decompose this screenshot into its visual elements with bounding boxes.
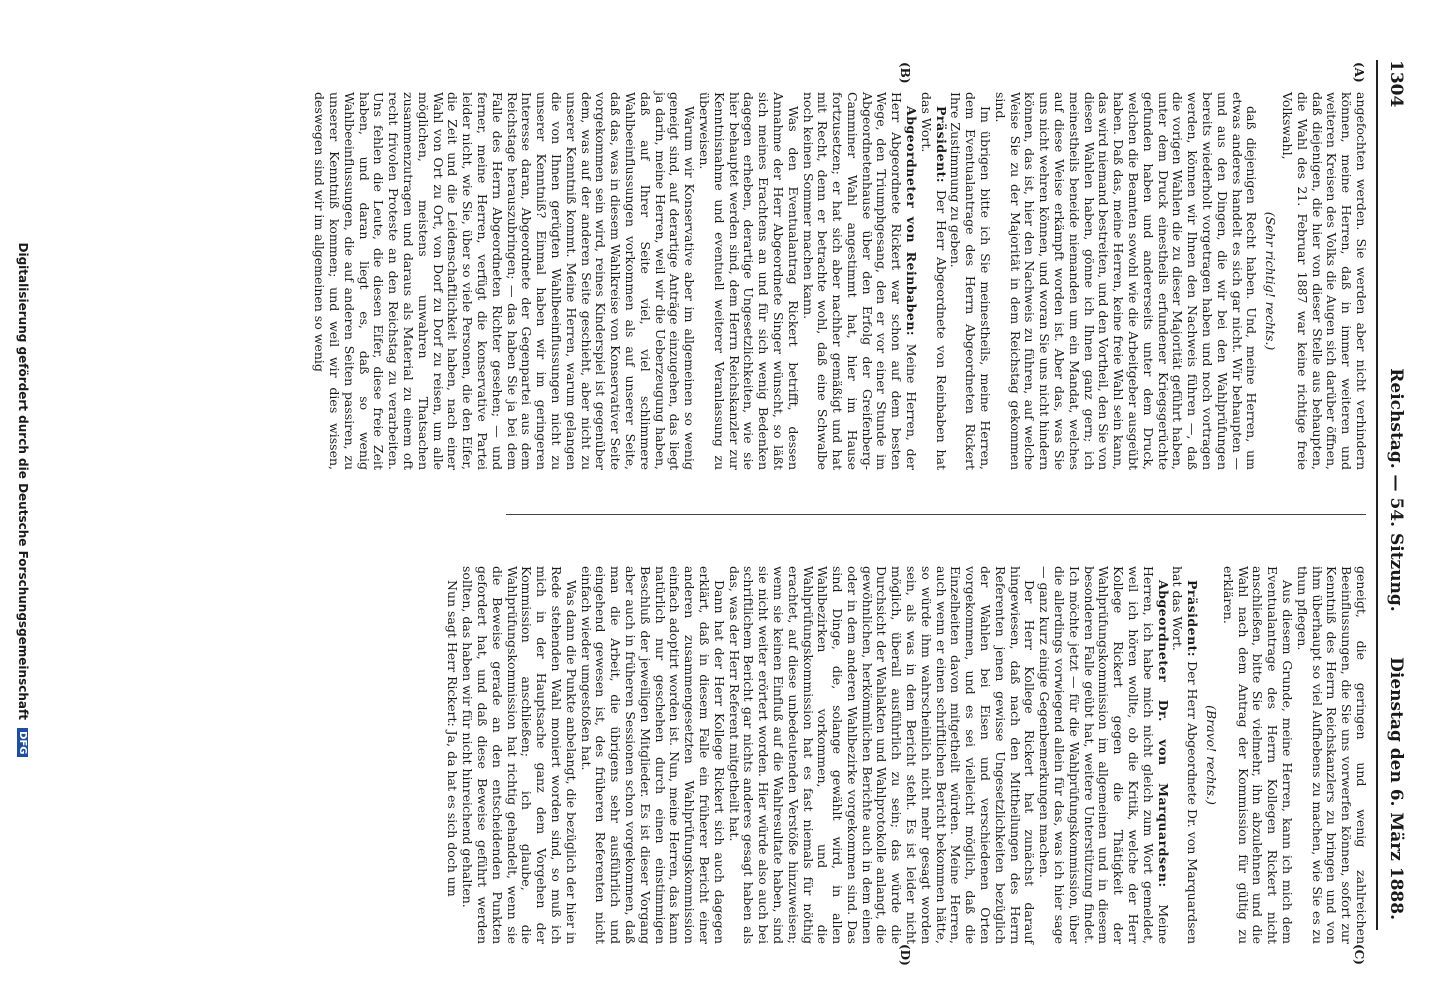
margin-mark-b: (B)	[898, 62, 912, 84]
margin-mark-d: (D)	[898, 944, 912, 966]
margin-mark-c: (C)	[1352, 944, 1366, 965]
header-rule	[1376, 60, 1378, 930]
paragraph: daß diejenigen Recht haben. Und, meine Herren, um etwas anderes handelt es sich gar nicht. Wir behaupten — und aus den Dingen, die wir bei den Wahlprüfungen bereits wiederholt vorgetragen haben und noch vortragen werden, können wir Ihnen den Nachweis führen —, daß die vorigen Wahlen die zu dieser Majorität geführt haben, unter dem Druck einestheils erfundener Kriegsgerüchte gefunden haben und andererseits unter dem Druck, welchen die Beamten sowohl wie die Arbeitgeber ausgeübt haben. Daß das, meine Herren, keine freie Wahl sein kann, das wird niemand bestreiten, und den Vortheil, den Sie von diesen Wahlen haben, gönne ich Ihnen ganz gern; ich meinestheils beneide niemanden um ein Mandat, welches auf diese Weise erkämpft worden ist. Aber das, was Sie uns nicht wehren können, und woran Sie uns nicht hindern können, das ist, hier den Nachweis zu führen, auf welche Weise Sie zu der Majorität in dem Reichstag gekommen sind.	[992, 92, 1260, 470]
speaker-label: Präsident:	[933, 106, 949, 184]
president-remark	[918, 92, 948, 470]
session-date: Dienstag den 6. März 1888.	[1386, 657, 1406, 920]
paragraph: Was dann die Punkte anbelangt, die bezüglich der hier in Rede stehenden Wahl moniert worden sind, so muß ich mich in der Hauptsache ganz dem Vorgehen der Kommission anschließen; ich glaube, die Wahlprüfungskommission hat richtig gehandelt, wenn sie die Beweise gerade an den entscheidenden Punkten gefordert hat, und daß diese Beweise geführt werden sollten, das haben wir für nicht hinreichend gehalten.	[460, 566, 579, 944]
right-column	[445, 566, 1369, 944]
page-header	[1380, 60, 1406, 920]
session-title: Reichstag. — 54. Sitzung.	[1386, 368, 1406, 612]
page-number: 1304	[1386, 60, 1406, 108]
paragraph: angefochten werden. Sie werden aber nicht verhindern können, meine Herren, daß in immer weiteren und weiteren Kreisen des Volks die Augen sich darüber öffnen, daß diejenigen, die hier von dieser Stelle aus behaupten, die Wahl des 21. Februar 1887 war keine richtige freie Volkswahl,	[1280, 92, 1369, 470]
speech-start	[1036, 566, 1169, 944]
paragraph: Warum wir Konservative aber im allgemeinen so wenig geneigt sind, auf derartige Anträge einzugehen, das liegt ja darin, meine Herren, weil wir die Ueberzeugung haben, daß auf Ihrer Seite viel, viel schlimmere Wahlbeeinflussungen vorkommen als auf unserer Seite, daß das, was in diesem Wahlkreise von Konservativer Seite vorgekommen sein wird, reines Kinderspiel ist gegenüber dem, was auf der anderen Seite geschieht, aber nicht zu unserer Kenntniß kommt. Meine Herren, warum gelangen die von Ihnen gerügten Wahlbeeinflussungen nicht zu unserer Kenntniß? Einmal haben wir im geringeren Interesse daran, Abgeordnete der Gegenpartei aus dem Reichstage herauszubringen; — das haben Sie ja bei dem Falle des Herrn Abgeordneten Richter gesehen; — und ferner, meine Herren, verfügt die konservative Partei leider nicht, wie Sie, über so viele Personen, die den Eifer, die Zeit und die Leidenschaftlichkeit haben, nach einer Wahl von Ort zu Ort, von Dorf zu Dorf zu reisen, um alle möglichen, meistens unwahren Thatsachen zusammenzutragen und daraus als Material zu einem oft recht frivolen Proteste an den Reichstag zu verarbeiten. Uns fehlen die Leute, die diesen Eifer, diese freie Zeit haben, und daran liegt es, daß so wenig Wahlbeeinflussungen, die auf anderen Seiten passiren, zu unserer Kenntniß kommen; und weil wir dies wissen, deswegen sind wir im allgemeinen so wenig	[312, 92, 698, 470]
speech-text: Meine Herren, der Herr Abgeordnete Rickert war schon auf dem besten Wege, den Triumphgesang, den er vor einer Stunde im Abgeordnetenhause über den Erfolg der Greifenberg-Camminer Wahl angestimmt hat, hier im Hause fortzusetzen; er hat sich aber nachher gemäßigt und hat mit Recht, denn er betrachte wohl, daß eine Schwalbe noch keinen Sommer machen kann.	[800, 92, 920, 470]
paragraph: geneigt, die geringen und wenig zahlreichen Beeinflussungen, die Sie uns vorwerfen können, sofort zur Kenntniß des Herrn Reichskanzlers zu bringen und von ihm überhaupt so viel Aufhebens zu machen, wie Sie es zu thun pflegen.	[1294, 566, 1369, 944]
speaker-label: Präsident:	[1185, 580, 1201, 658]
speech-start	[800, 92, 918, 470]
president-text: Der Herr Abgeordnete von Reinbaben hat das Wort.	[918, 92, 949, 470]
margin-mark-a: (A)	[1352, 62, 1366, 83]
president-remark	[1170, 566, 1200, 944]
column-divider	[506, 514, 1366, 515]
footer-text: Digitalisierung gefördert durch die Deutsche Forschungsgemeinschaft	[16, 242, 30, 720]
digitization-footer	[8, 0, 30, 1000]
paragraph: Dann hat der Herr Kollege Rickert sich auch dagegen erklärt, daß in diesem Falle ein früherer Bericht einer anderen zusammengesetzten Wahlprüfungskommission einfach adoptirt worden ist. Nun, meine Herren, das kann natürlich nur geschehen durch einen einstimmigen Beschluß der jeweiligen Mitglieder. Es ist dieser Vorgang aber auch in früheren Sessionen schon vorgekommen, daß man die Arbeit, die übrigens sehr ausführlich und eingehend gewesen ist, des früheren Referenten nicht einfach wieder umgestoßen hat.	[578, 566, 727, 944]
dfg-logo: DFG	[17, 728, 28, 757]
speaker-label: Abgeordneter von Reinbaben:	[904, 106, 920, 337]
paragraph: Nun sagt Herr Rickert: Ja, da hat es sich doch um	[445, 580, 461, 897]
paragraph: Der Herr Kollege Rickert hat zunächst darauf hingewiesen, daß nach den Mittheilungen des Herrn Referenten jenen gewisse Ungesetzlichkeiten bezüglich der Wahlen bei Eisen und verschiedenen Orten vorgekommen, und es sei vielleicht möglich, daß die Einzelheiten davon mitgetheilt würden. Meine Herren, auch wenn er einen schriftlichen Bericht bekommen hätte, so würde ihm wahrscheinlich nicht mehr gesagt worden sein, als was in dem Bericht steht. Es ist leider nicht möglich, überall ausführlich zu sein; das würde die Durchsicht der Wahlakten und Wahlprotokolle anlangt, die gewöhnlichen, herkömmlichen Berichte auch in dem einen oder in dem anderen Wahlbezirke vorgekommen sind. Das sind Dinge, die, solange gewählt wird, in allen Wahlbezirken vorkommen, und die Wahlprüfungskommission hat es fast niemals für nöthig erachtet, auf diese unbedeutenden Verstöße hinzuweisen; wenn sie keinen Einfluß auf die Wahlresultate haben, sind sie nicht weiter erörtert worden. Hier würde also auch bei schriftlichem Bericht gar nichts anderes gesagt haben als das, was der Herr Referent mitgetheilt hat.	[726, 566, 1038, 944]
left-column	[312, 92, 1369, 470]
paragraph: Aus diesem Grunde, meine Herren, kann ich mich dem Eventualantrage des Herrn Kollegen Rickert nicht anschließen, bitte Sie vielmehr, ihn abzulehnen und die Wahl nach dem Antrag der Kommission für gültig zu erklären.	[1220, 566, 1296, 944]
speech-text: Meine Herren, ich habe mich nicht gleich zum Wort gemeldet, weil ich hören wollte, ob die Kritik, welche der Herr Kollege Rickert gegen die Thätigkeit der Wahlprüfungskommission im allgemeinen und in diesem besonderen Falle geübt hat, weitere Unterstützung findet. Ich möchte jetzt — für die Wahlprüfungskommission, über die allerdings vorwiegend allein für das, was ich hier sage — ganz kurz einige Gegenbemerkungen machen.	[1037, 566, 1171, 944]
interjection: (Bravo! rechts.)	[1204, 705, 1220, 805]
paragraph: Was den Eventualantrag Rickert betrifft, dessen Annahme der Herr Abgeordnete Singer wünscht, so läßt sich meines Erachtens an und für sich wenig Bedenken dagegen erheben, derartige Ungesetzlichkeiten, wie sie hier behauptet werden sind, dem Herrn Reichskanzler zur Kenntnisnahme und eventuell weiterer Veranlassung zu überweisen.	[696, 92, 801, 470]
president-text: Der Herr Abgeordnete Dr. von Marquardsen hat das Wort.	[1170, 566, 1201, 944]
interjection: (Sehr richtig! rechts.)	[1263, 211, 1279, 351]
paragraph: Im übrigen bitte ich Sie meinestheils, meine Herren, dem Eventualantrage des Herrn Abgeordneten Rickert Ihre Zustimmung zu geben.	[948, 92, 994, 470]
speaker-label: Abgeordneter Dr. von Marquardsen:	[1155, 580, 1171, 888]
